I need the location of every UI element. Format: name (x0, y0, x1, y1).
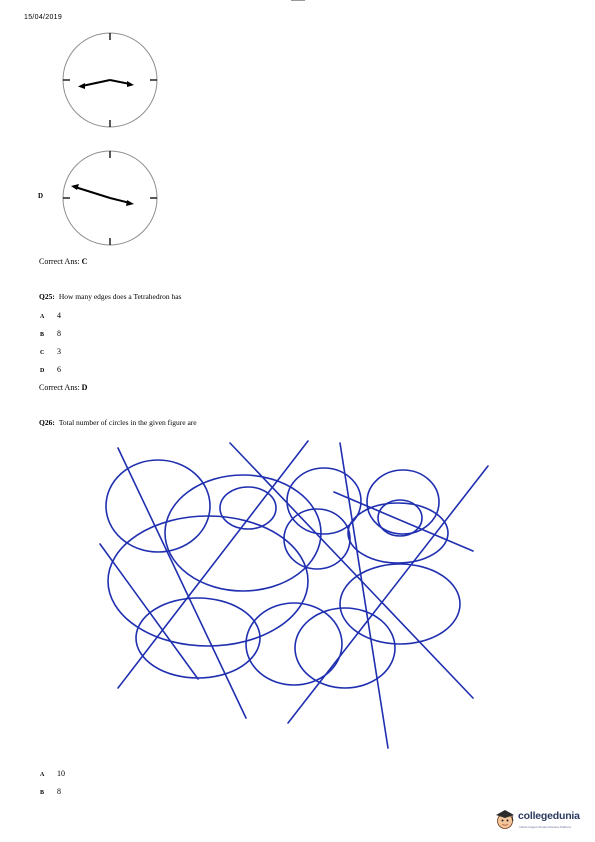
clock-hour-hand (82, 80, 110, 86)
figure-circle (284, 509, 350, 569)
figure-line (118, 441, 308, 688)
figure-circle (165, 475, 321, 591)
clock-hour-hand-arrow (78, 83, 85, 89)
q25-option-c: C 3 (40, 347, 61, 356)
q25-correct-answer: Correct Ans: D (39, 383, 88, 392)
q24-correct-answer: Correct Ans: C (39, 257, 88, 266)
figure-circle (106, 460, 210, 552)
collegedunia-logo: collegedunia India's largest Student Review Platform (494, 806, 590, 836)
q25-option-a: A 4 (40, 311, 61, 320)
clock-minute-hand-arrow (127, 81, 134, 87)
top-margin-mark (291, 0, 305, 1)
clock-hour-hand-arrow (126, 200, 134, 206)
clock-minute-hand (75, 187, 110, 198)
clock-figure-d (58, 146, 162, 250)
page-date: 15/04/2019 (24, 14, 63, 21)
figure-line (100, 544, 198, 679)
clock-minute-hand-arrow (71, 184, 79, 190)
q26-option-b: B 8 (40, 787, 61, 796)
q25-option-d: D 6 (40, 365, 61, 374)
figure-line (230, 443, 473, 698)
q25-option-b: B 8 (40, 329, 61, 338)
q25-question: Q25: How many edges does a Tetrahedron has (39, 292, 182, 301)
figure-line (340, 443, 388, 748)
circles-puzzle-figure (98, 436, 490, 756)
figure-circle (136, 598, 260, 678)
clock-figure-c (58, 28, 162, 132)
figure-circle (378, 500, 422, 536)
figure-circle (367, 470, 439, 534)
mascot-icon (494, 808, 516, 830)
q26-option-a: A 10 (40, 769, 65, 778)
option-d-label: D (38, 192, 44, 200)
q26-question: Q26: Total number of circles in the given figure are (39, 418, 197, 427)
